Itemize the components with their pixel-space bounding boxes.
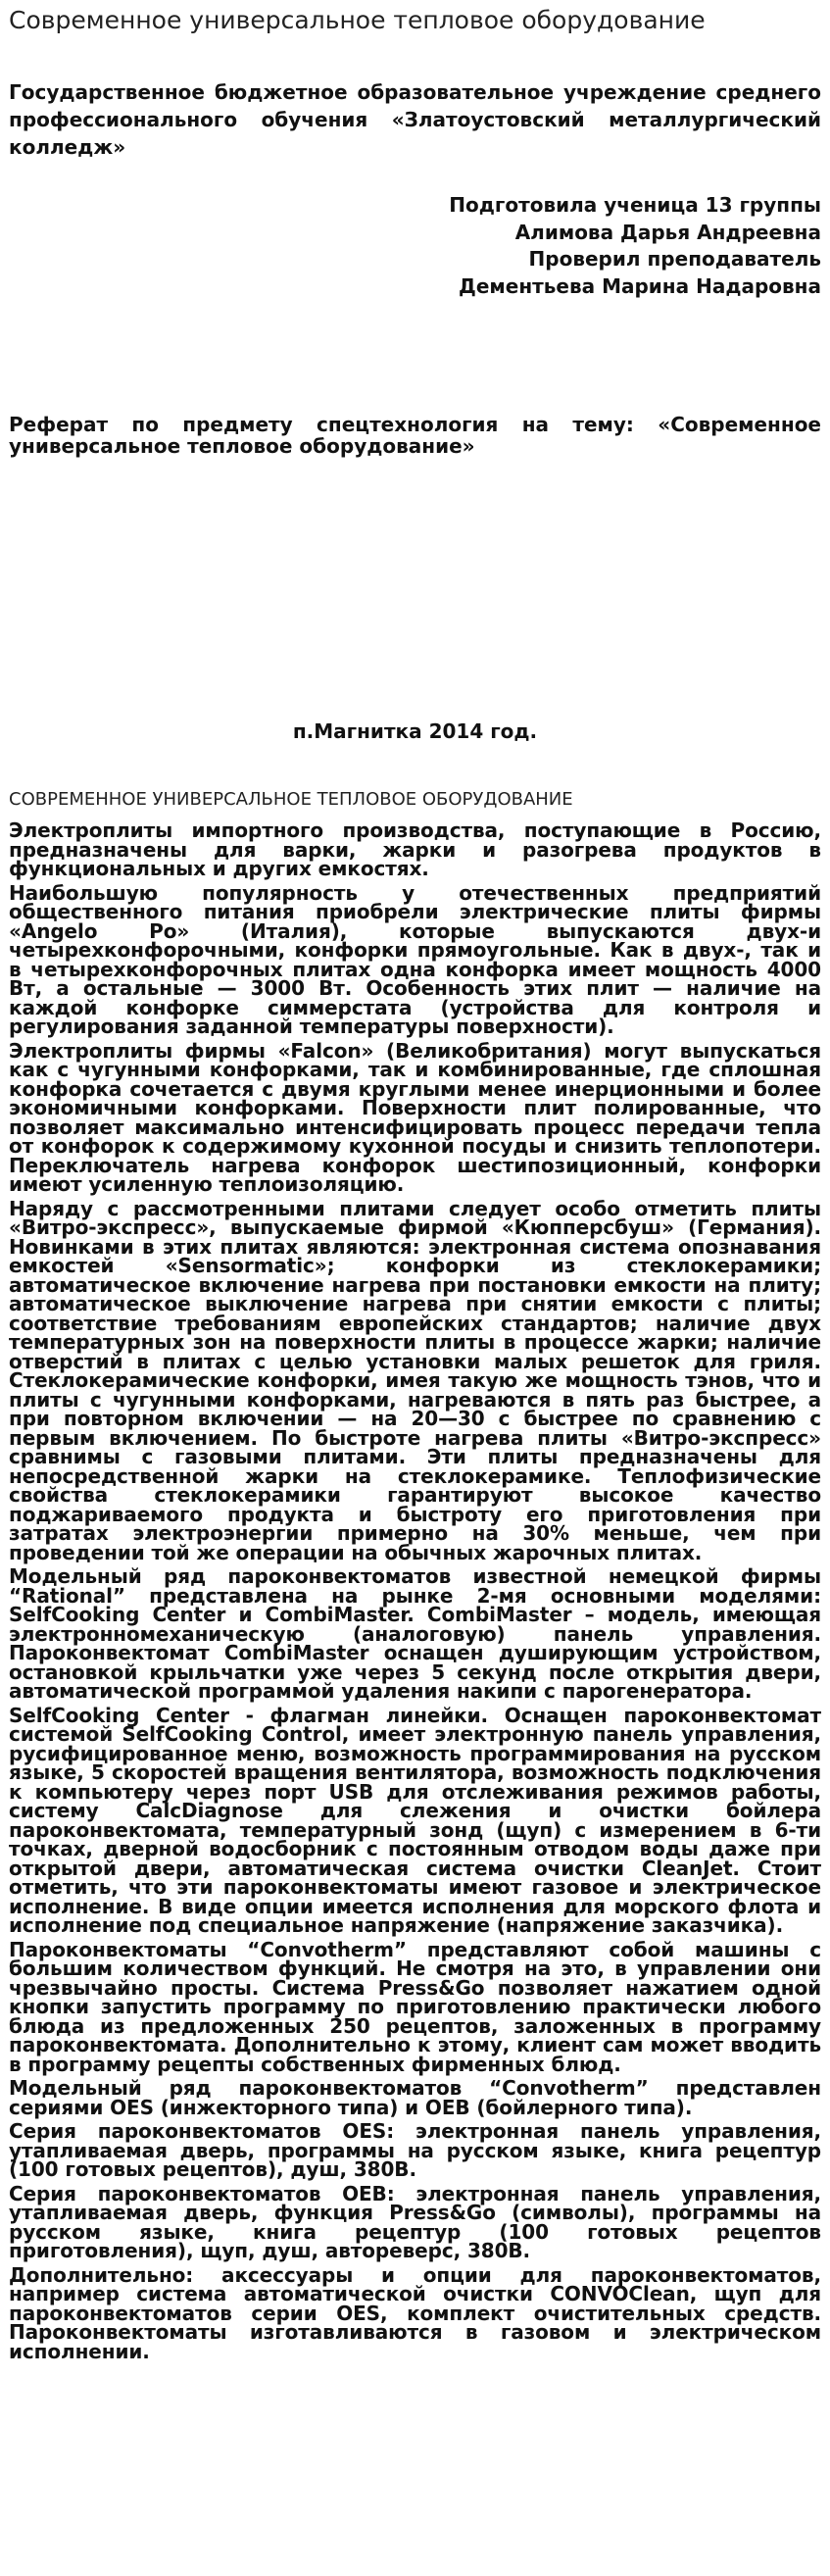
city-year: п.Магнитка 2014 год. xyxy=(292,719,538,743)
author-line: Дементьева Марина Надаровна xyxy=(459,273,821,298)
document-title: Современное универсальное тепловое оборудование xyxy=(9,6,706,34)
paragraph: Дополнительно: аксессуары и опции для пароконвектоматов, например система автоматической очистки CONVOClean, щуп для пароконвектоматов серии OES, комплект очистительных средств. Пароконвектоматы изготавливаются в газовом и электрическом исполнении. xyxy=(9,2262,821,2363)
paragraph: Серия пароконвектоматов OES: электронная панель управления, утапливаемая дверь, программы на русском языке, книга рецептур (100 готовых рецептов), душ, 380В. xyxy=(9,2119,821,2181)
authors-block xyxy=(9,192,821,300)
paragraph: Наибольшую популярность у отечественных предприятий общественного питания приобрели электрические плиты фирмы «Angelo Po» (Италия), которые выпускаются двух-и четырехконфорочными, конфорки прямоугольные. Как в двух-, так и в четырехконфорочных плитах одна конфорка имеет мощность 4000 Вт, а остальные — 3000 Вт. Особенность этих плит — наличие на каждой конфорке симмерстата (устройства для контроля и регулирования заданной температуры поверхности). xyxy=(9,880,821,1038)
paragraph: Пароконвектоматы “Convotherm” представляют собой машины с большим количеством функций. Не смотря на это, в управлении они чрезвычайно просты. Система Press&Go позволяет нажатием одной кнопки запустить программу по приготовлению практически любого блюда из предложенных 250 рецептов, заложенных в программу пароконвектомата. Дополнительно к этому, клиент сам может вводить в программу рецепты собственных фирменных блюд. xyxy=(9,1937,821,2076)
paragraph: Серия пароконвектоматов OEB: электронная панель управления, утапливаемая дверь, функция Press&Go (символы), программы на русском языке, книга рецептур (100 готовых рецептов приготовления), щуп, душ, автореверс, 380В. xyxy=(9,2181,821,2262)
author-line: Алимова Дарья Андреевна xyxy=(514,220,821,244)
author-line: Подготовила ученица 13 группы xyxy=(449,193,821,217)
paragraph: SelfCooking Center - флагман линейки. Оснащен пароконвектомат системой SelfCooking Control, имеет электронную панель управления, русифицированное меню, возможность программирования на русском языке, 5 скоростей вращения вентилятора, возможность подключения к компьютеру через порт USB для отслеживания режимов работы, систему CalcDiagnose для слежения и очистки бойлера пароконвектомата, температурный зонд (щуп) с измерением в 6-ти точках, дверной водосборник с постоянным отводом воды даже при открытой двери, автоматическая система очистки CleanJet. Стоит отметить, что эти пароконвектоматы имеют газовое и электрическое исполнение. В виде опции имеется исполнения для морского флота и исполнение под специальное напряжение (напряжение заказчика). xyxy=(9,1703,821,1937)
paragraph: Модельный ряд пароконвектоматов “Convotherm” представлен сериями OES (инжекторного типа) и OEB (бойлерного типа). xyxy=(9,2076,821,2119)
paragraph: Наряду с рассмотренными плитами следует особо отметить плиты «Витро-экспресс», выпускаемые фирмой «Кюпперсбуш» (Германия). Новинками в этих плитах являются: электронная система опознавания емкостей «Sensormatic»; конфорки из стеклокерамики; автоматическое включение нагрева при постановки емкости на плиту; автоматическое выключение нагрева при снятии емкости с плиты; соответствие требованиям европейских стандартов; наличие двух температурных зон на поверхности плиты в процессе жарки; наличие отверстий в плитах с целью установки малых решеток для гриля. Стеклокерамические конфорки, имея такую же мощность тэнов, что и плиты с чугунными конфорками, нагреваются в пять раз быстрее, а при повторном включении — на 20—30 с быстрее по сравнению с первым включением. По быстроте нагрева плиты «Витро-экспресс» сравнимы с газовыми плитами. Эти плиты предназначены для непосредственной жарки на стеклокерамике. Теплофизические свойства стеклокерамики гарантируют высокое качество поджариваемого продукта и быстроту его приготовления при затратах электроэнергии примерно на 30% меньше, чем при проведении той же операции на обычных жарочных плитах. xyxy=(9,1196,821,1564)
organization-name: Государственное бюджетное образовательное учреждение среднего профессионального обучения «Златоустовский металлургический колледж» xyxy=(9,80,821,159)
paragraph: Электроплиты фирмы «Falcon» (Великобритания) могут выпускаться как с чугунными конфорками, так и комбинированные, где сплошная конфорка сочетается с двумя круглыми менее инерционными и более экономичными конфорками. Поверхности плит полированные, что позволяет максимально интенсифицировать процесс передачи тепла от конфорок к содержимому кухонной посуды и снизить теплопотери. Переключатель нагрева конфорок шестипозиционный, конфорки имеют усиленную теплоизоляцию. xyxy=(9,1038,821,1196)
body-text xyxy=(9,818,821,2366)
author-line: Проверил преподаватель xyxy=(528,247,821,271)
paragraph: Модельный ряд пароконвектоматов известной немецкой фирмы “Rational” представлена на рынке 2-мя основными моделями: SelfCooking Center и CombiMaster. CombiMaster – модель, имеющая электронномеханическую (аналоговую) панель управления. Пароконвектомат CombiMaster оснащен душирующим устройством, остановкой крыльчатки уже через 5 секунд после открытия двери, автоматической программой удаления накипи с парогенератора. xyxy=(9,1564,821,1703)
report-topic: Реферат по предмету спецтехнология на тему: «Современное универсальное тепловое оборудование» xyxy=(9,413,821,458)
paragraph: Электроплиты импортного производства, поступающие в Россию, предназначены для варки, жарки и разогрева продуктов в функциональных и других емкостях. xyxy=(9,818,821,880)
section-heading: СОВРЕМЕННОЕ УНИВЕРСАЛЬНОЕ ТЕПЛОВОЕ ОБОРУДОВАНИЕ xyxy=(9,789,573,810)
